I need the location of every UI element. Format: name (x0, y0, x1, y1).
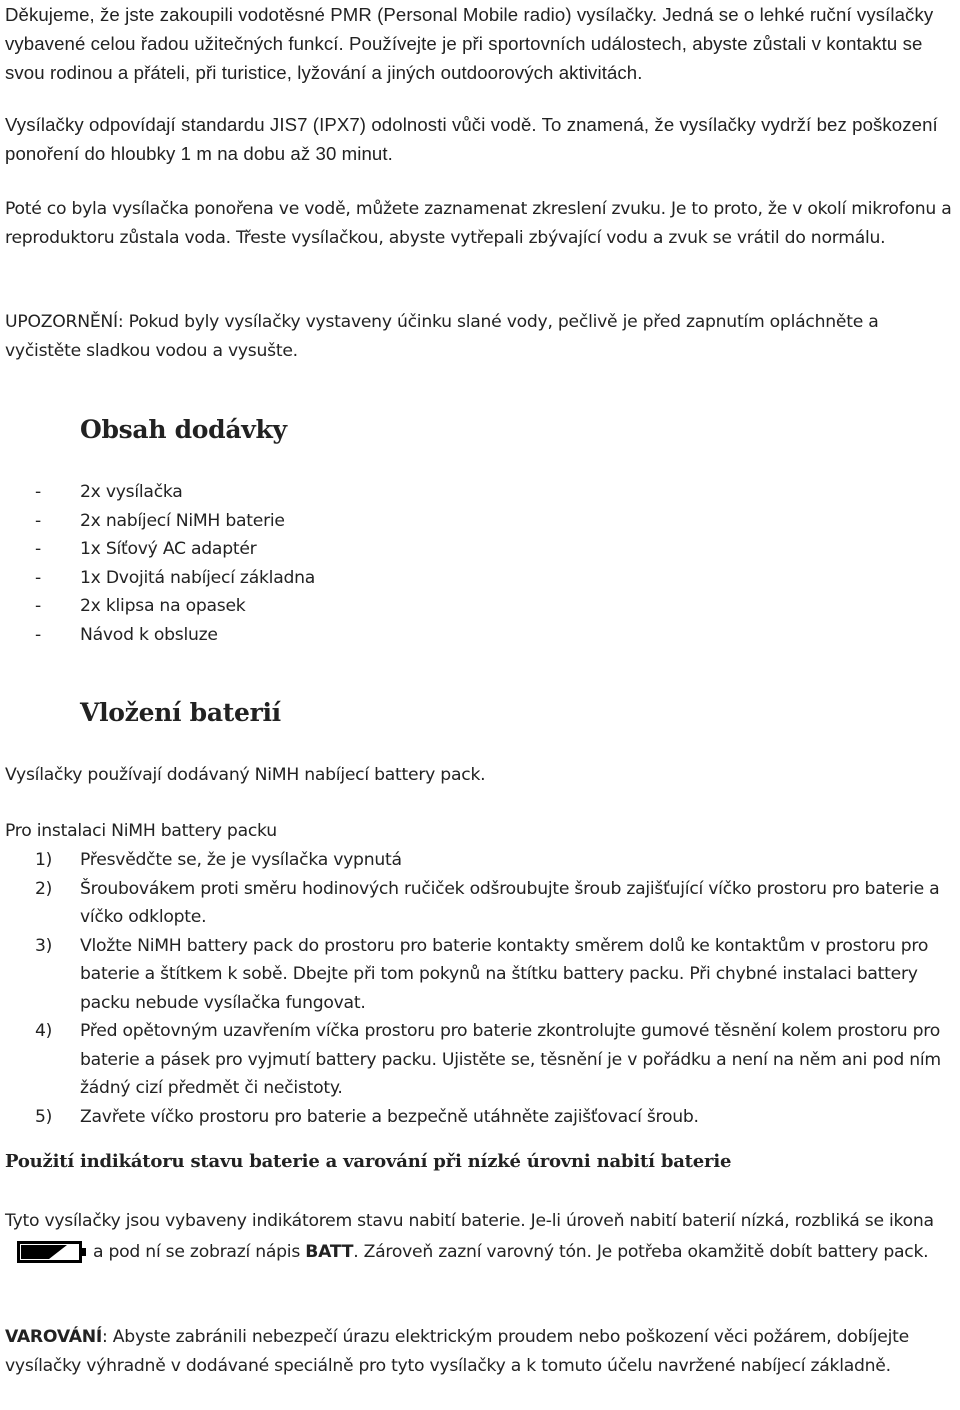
battery-low-icon (17, 1241, 87, 1263)
list-item: - 2x nabíjecí NiMH baterie (35, 510, 285, 531)
battery-steps (5, 846, 955, 1131)
list-item: - 1x Síťový AC adaptér (35, 539, 257, 559)
indicator-heading: Použití indikátoru stavu baterie a varování při nízké úrovni nabití baterie (5, 1151, 732, 1172)
contents-list (5, 478, 955, 649)
list-item: 4) Před opětovným uzavřením víčka prostoru pro baterie zkontrolujte gumové těsnění kolem prostoru pro baterie a pásek pro vyjmutí battery packu. Ujistěte se, těsnění je v pořádku a není na něm ani pod ním žádný cizí předmět či nečistoty. (35, 1021, 941, 1098)
list-item: 1) Přesvědčte se, že je vysílačka vypnutá (35, 850, 402, 870)
intro-paragraph-2: Vysílačky odpovídají standardu JIS7 (IPX7) odolnosti vůči vodě. To znamená, že vysílačky vydrží bez poškození ponoření do hloubky 1 m na dobu až 30 minut. (5, 114, 938, 164)
warning-salt-water: UPOZORNĚNÍ: Pokud byly vysílačky vystaveny účinku slané vody, pečlivě je před zapnutím opláchněte a vyčistěte sladkou vodou a vysušte. (5, 312, 879, 361)
list-item: - 1x Dvojitá nabíjecí základna (35, 567, 316, 588)
list-item: 2) Šroubovákem proti směru hodinových ručiček odšroubujte šroub zajišťující víčko prostoru pro baterie a víčko odklopte. (35, 878, 940, 927)
list-item: - 2x klipsa na opasek (35, 596, 246, 616)
intro-paragraph-3: Poté co byla vysílačka ponořena ve vodě, můžete zaznamenat zkreslení zvuku. Je to proto, že v okolí mikrofonu a reproduktoru zůstala voda. Třeste vysílačkou, abyste vytřepali zbývající vodu a zvuk se vrátil do normálu. (5, 199, 952, 248)
battery-lead: Pro instalaci NiMH battery packu (5, 821, 277, 841)
list-item: 5) Zavřete víčko prostoru pro baterie a bezpečně utáhněte zajišťovací šroub. (35, 1106, 699, 1127)
list-item: 3) Vložte NiMH battery pack do prostoru pro baterie kontakty směrem dolů ke kontaktům v prostoru pro baterie a štítkem k sobě. Dbejte při tom pokynů na štítku battery packu. Při chybné instalaci battery packu nebude vysílačka fungovat. (35, 935, 929, 1013)
list-item: - 2x vysílačka (35, 482, 183, 502)
battery-heading: Vložení baterií (80, 698, 281, 727)
list-item: - Návod k obsluze (35, 624, 218, 645)
batt-label: BATT (305, 1242, 354, 1262)
indicator-paragraph: Tyto vysílačky jsou vybaveny indikátorem stavu nabití baterie. Je-li úroveň nabití baterií nízká, rozbliká se ikonaa pod ní se zobrazí nápis BATT. Zároveň zazní varovný tón. Je potřeba okamžitě dobít battery pack. (5, 1211, 934, 1262)
intro-paragraph-1: Děkujeme, že jste zakoupili vodotěsné PMR (Personal Mobile radio) vysílačky. Jedná se o lehké ruční vysílačky vybavené celou řadou užitečných funkcí. Používejte je při sportovních událostech, abyste zůstali v kontaktu se svou rodinou a přáteli, při turistice, lyžování a jiných outdoorových aktivitách. (5, 4, 934, 83)
warning-paragraph: VAROVÁNÍ: Abyste zabránili nebezpečí úrazu elektrickým proudem nebo poškození věci požárem, dobíjejte vysílačky výhradně v dodávané speciálně pro tyto vysílačky a k tomuto účelu navržené nabíjecí základně. (5, 1327, 909, 1376)
warning-label: VAROVÁNÍ (5, 1327, 103, 1347)
battery-intro: Vysílačky používají dodávaný NiMH nabíjecí battery pack. (5, 765, 486, 785)
contents-heading: Obsah dodávky (80, 415, 287, 444)
